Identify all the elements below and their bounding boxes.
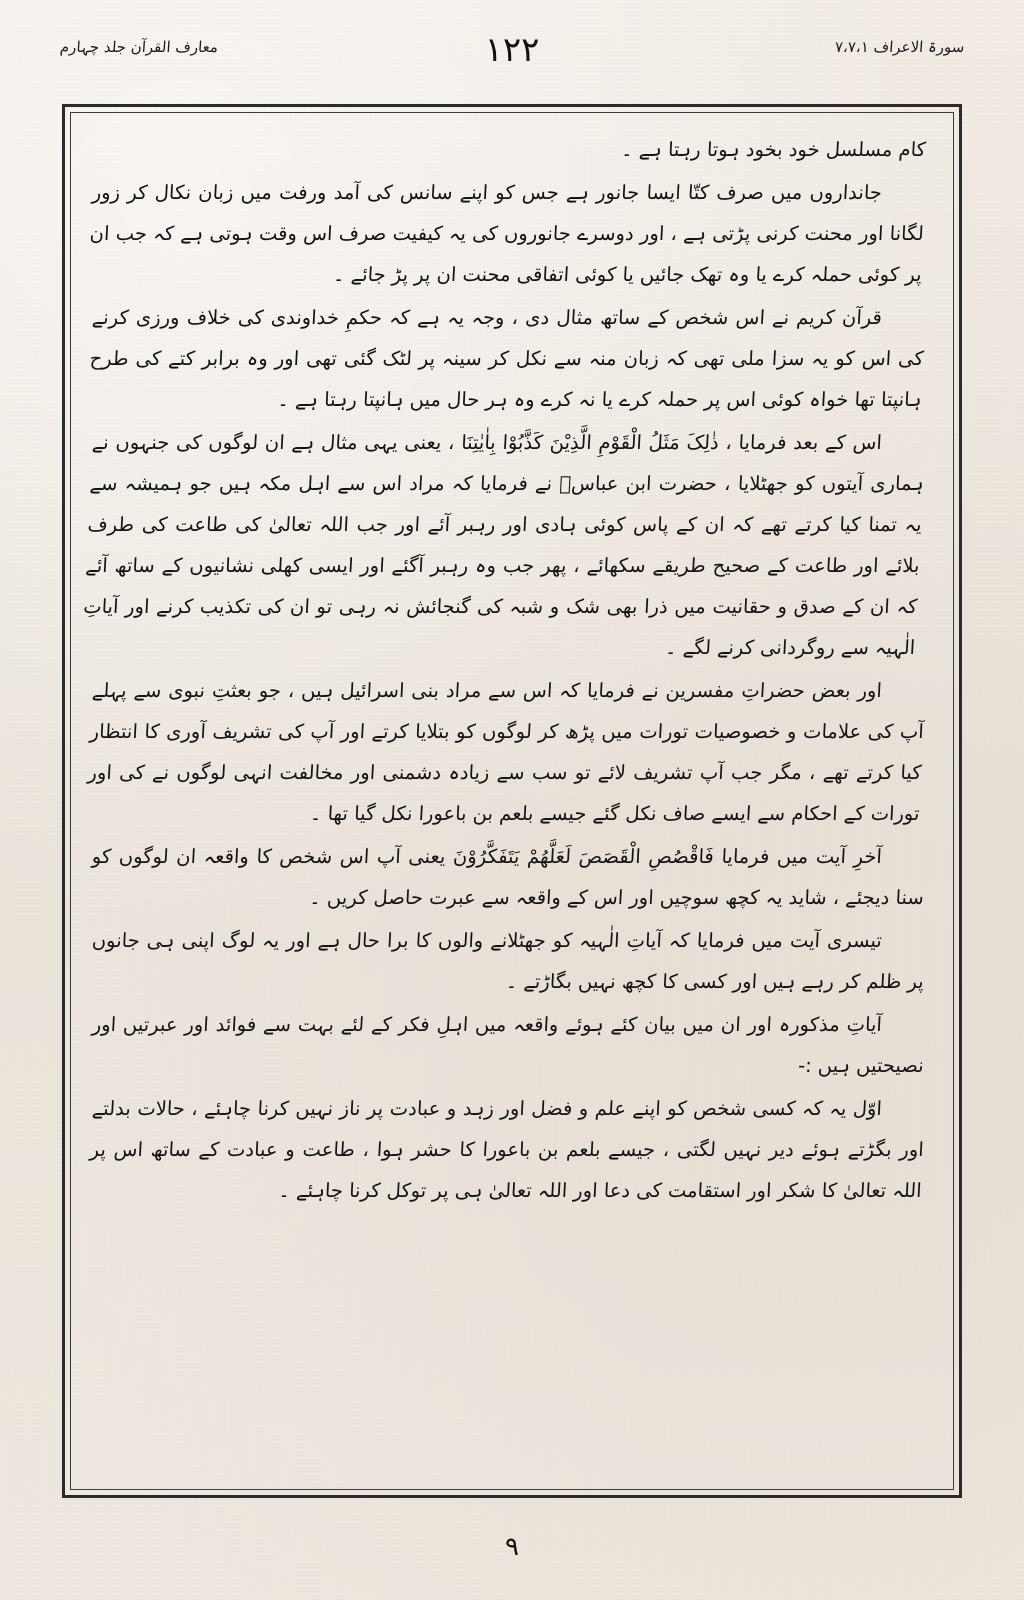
paragraph: آخرِ آیت میں فرمایا فَاقْصُصِ الْقَصَصَ لَعَلَّهُمْ یَتَفَکَّرُوْنَ یعنی آپ اس شخص کا واقعہ ان لوگوں کو سنا دیجئے ، شاید یہ کچھ سوچیں اور اس کے واقعہ سے عبرت حاصل کریں ۔ (91, 845, 925, 909)
text-frame-outer-border (62, 104, 962, 1498)
text-frame-inner-border (70, 112, 954, 1490)
page-number-bottom: ۹ (505, 1532, 519, 1562)
paragraph: کام مسلسل خود بخود ہوتا رہتا ہے ۔ (620, 138, 927, 161)
header-surah-title: سورۃ الاعراف ۷،۷،۱ (833, 38, 965, 56)
header-book-title: معارف القرآن جلد چہارم (59, 38, 219, 56)
page-number-top: ۱۲۲ (484, 30, 540, 70)
paragraph: اس کے بعد فرمایا ، ذٰلِکَ مَثَلُ الْقَوْمِ الَّذِیْنَ کَذَّبُوْا بِاٰیٰتِنَا ، یعنی یہی مثال ہے ان لوگوں کی جنہوں نے ہماری آیتوں کو جھٹلایا ، حضرت ابن عباسؓ نے فرمایا کہ مراد اس سے اہل مکہ ہیں جو ہمیشہ سے یہ تمنا کیا کرتے تھے کہ ان کے پاس کوئی ہادی اور رہبر آئے اور جب اللہ تعالیٰ کی طاعت کی طرف بلائے اور طاعت کے صحیح طریقے سکھائے ، پھر جب وہ رہبر آگئے اور ایسی کھلی نشانیوں کے ساتھ آئے کہ ان کے صدق و حقانیت میں ذرا بھی شک و شبہ کی گنجائش نہ رہی تو ان کی تکذیب کرنے اور آیاتِ الٰہیہ سے روگردانی کرنے لگے ۔ (82, 431, 925, 659)
paragraph: جانداروں میں صرف کتّا ایسا جانور ہے جس کو اپنے سانس کی آمد ورفت میں زبان نکال کر زور لگانا اور محنت کرنی پڑتی ہے ، اور دوسرے جانوروں کی یہ کیفیت صرف اس وقت ہوتی ہے کہ جب ان پر کوئی حملہ کرے یا وہ تھک جائیں یا کوئی اتفاقی محنت ان پر پڑ جائے ۔ (89, 181, 925, 286)
paragraph: قرآن کریم نے اس شخص کے ساتھ مثال دی ، وجہ یہ ہے کہ حکمِ خداوندی کی خلاف ورزی کرنے کی اس کو یہ سزا ملی تھی کہ زبان منہ سے نکل کر سینہ پر لٹک گئی تھی اور وہ برابر کتے کی طرح ہانپتا تھا خواہ کوئی اس پر حملہ کرے یا نہ کرے وہ ہر حال میں ہانپتا رہتا ہے ۔ (89, 306, 925, 411)
page-body-text (71, 113, 953, 1489)
paragraph: اوّل یہ کہ کسی شخص کو اپنے علم و فضل اور زہد و عبادت پر ناز نہیں کرنا چاہئے ، حالات بدلتے اور بگڑتے ہوئے دیر نہیں لگتی ، جیسے بلعم بن باعورا کا حشر ہوا ، طاعت و عبادت کے ساتھ اس پر اللہ تعالیٰ کا شکر اور استقامت کی دعا اور اللہ تعالیٰ ہی پر توکل کرنا چاہئے ۔ (89, 1097, 925, 1202)
paragraph: تیسری آیت میں فرمایا کہ آیاتِ الٰہیہ کو جھٹلانے والوں کا برا حال ہے اور یہ لوگ اپنی ہی جانوں پر ظلم کر رہے ہیں اور کسی کا کچھ نہیں بگاڑتے ۔ (91, 929, 925, 993)
paragraph: آیاتِ مذکورہ اور ان میں بیان کئے ہوئے واقعہ میں اہلِ فکر کے لئے بہت سے فوائد اور عبرتیں اور نصیحتیں ہیں :- (91, 1013, 925, 1077)
paragraph: اور بعض حضراتِ مفسرین نے فرمایا کہ اس سے مراد بنی اسرائیل ہیں ، جو بعثتِ نبوی سے پہلے آپ کی علامات و خصوصیات تورات میں پڑھ کر لوگوں کو بتلایا کرتے اور آپ کی تشریف آوری کا انتظار کیا کرتے تھے ، مگر جب آپ تشریف لائے تو سب سے زیادہ دشمنی اور مخالفت انہی لوگوں نے کی اور تورات کے احکام سے ایسے صاف نکل گئے جیسے بلعم بن باعورا نکل گیا تھا ۔ (87, 679, 925, 825)
